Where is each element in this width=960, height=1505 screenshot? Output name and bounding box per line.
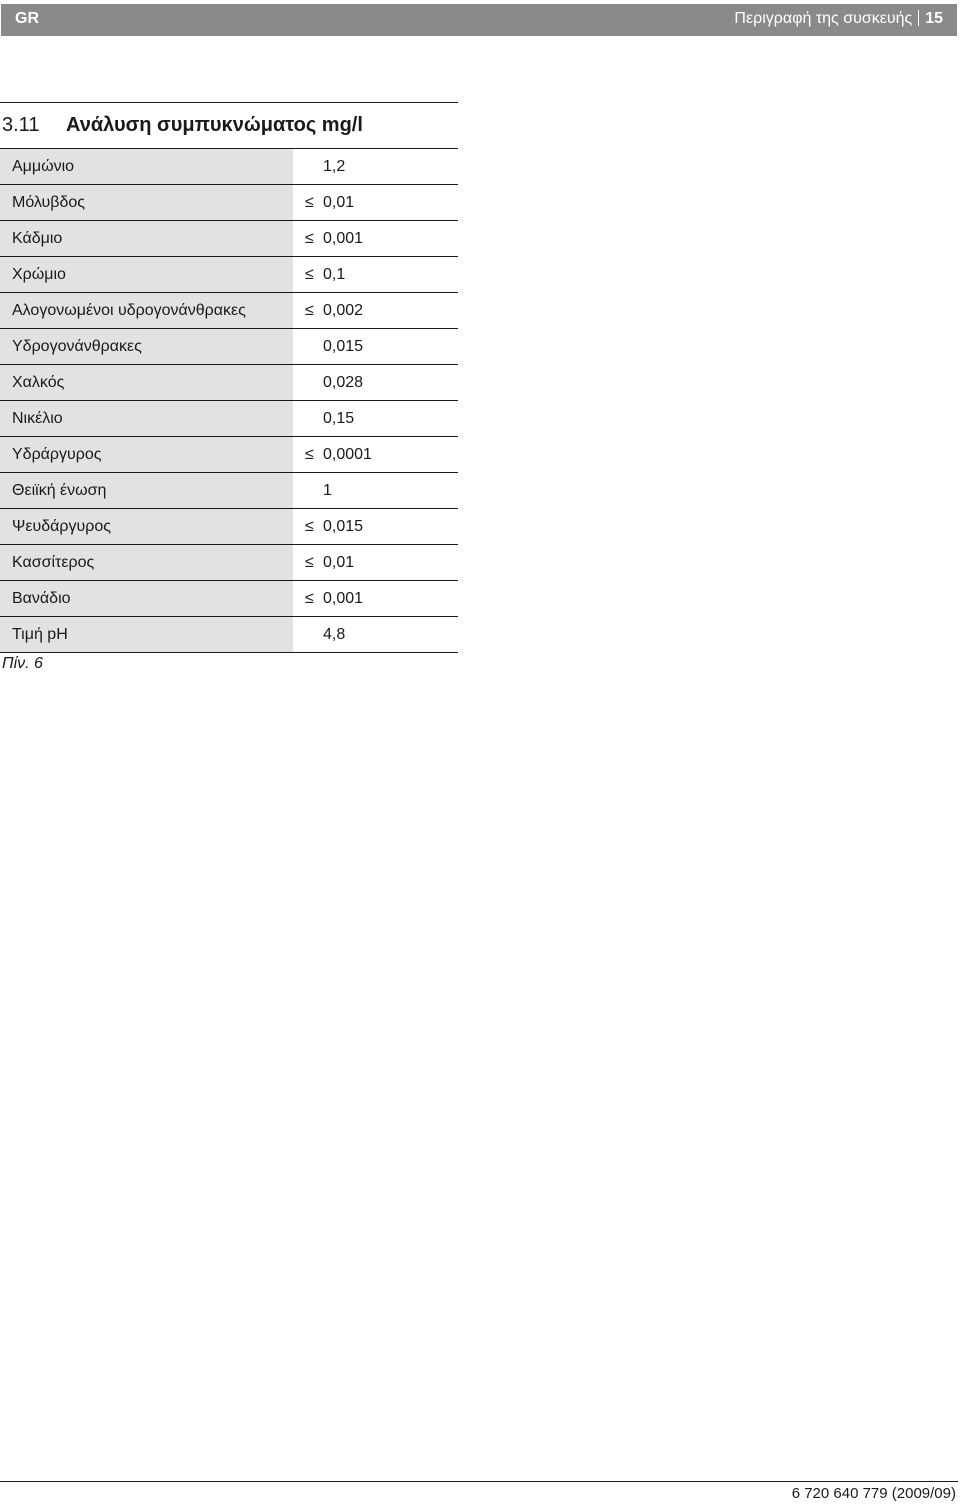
less-or-equal-symbol: ≤ [305,302,314,319]
row-value-cell [293,617,458,652]
row-value-cell [293,581,458,616]
row-label: Υδράργυρος [0,437,293,472]
row-label: Ψευδάργυρος [0,509,293,544]
row-value-cell [293,293,458,328]
footer-divider [0,1481,958,1482]
row-value: 0,0001 [323,446,372,463]
table-row [0,329,458,365]
concentrate-table [0,148,458,653]
table-caption: Πίν. 6 [2,655,43,672]
row-value-cell [293,401,458,436]
section-number: 3.11 [2,114,40,136]
row-value-cell [293,221,458,256]
less-or-equal-symbol: ≤ [305,554,314,571]
table-row [0,401,458,437]
row-value-cell [293,149,458,184]
table-row [0,185,458,221]
row-value: 0,1 [323,266,346,283]
section-name: Περιγραφή της συσκευής [734,10,913,27]
row-value-cell [293,185,458,220]
row-value: 1 [323,482,332,499]
less-or-equal-symbol: ≤ [305,446,314,463]
document-code: 6 720 640 779 (2009/09) [791,1485,956,1502]
row-value-cell [293,257,458,292]
row-label: Τιμή pH [0,617,293,652]
header-right [734,10,943,28]
row-value-cell [293,473,458,508]
row-label: Υδρογονάνθρακες [0,329,293,364]
concentrate-analysis-section [0,102,458,673]
row-label: Μόλυβδος [0,185,293,220]
table-row [0,545,458,581]
row-label: Κασσίτερος [0,545,293,580]
table-row [0,437,458,473]
row-label: Αμμώνιο [0,149,293,184]
less-or-equal-symbol: ≤ [305,518,314,535]
row-label: Κάδμιο [0,221,293,256]
table-row [0,365,458,401]
row-value: 0,001 [323,230,364,247]
row-value: 1,2 [323,158,346,175]
table-row [0,581,458,617]
less-or-equal-symbol: ≤ [305,266,314,283]
header-separator [918,10,919,26]
section-title-text: Ανάλυση συμπυκνώματος mg/l [66,114,363,136]
row-value: 0,015 [323,518,364,535]
row-value-cell [293,545,458,580]
page-header [1,4,957,36]
row-label: Βανάδιο [0,581,293,616]
row-value: 0,015 [323,338,364,355]
table-row [0,293,458,329]
row-label: Αλογονωμένοι υδρογονάνθρακες [0,293,293,328]
row-value-cell [293,365,458,400]
row-label: Νικέλιο [0,401,293,436]
row-value-cell [293,509,458,544]
table-row [0,617,458,653]
row-value-cell [293,329,458,364]
less-or-equal-symbol: ≤ [305,590,314,607]
row-value: 0,001 [323,590,364,607]
row-label: Χαλκός [0,365,293,400]
row-value: 0,002 [323,302,364,319]
table-row [0,221,458,257]
table-row [0,509,458,545]
row-value: 4,8 [323,626,346,643]
row-value-cell [293,437,458,472]
section-title [0,102,458,148]
row-value: 0,01 [323,194,355,211]
table-row [0,473,458,509]
less-or-equal-symbol: ≤ [305,230,314,247]
less-or-equal-symbol: ≤ [305,194,314,211]
language-code: GR [15,10,39,27]
table-row [0,149,458,185]
row-value: 0,028 [323,374,364,391]
table-row [0,257,458,293]
page-number: 15 [925,10,943,27]
row-value: 0,01 [323,554,355,571]
row-label: Θειϊκή ένωση [0,473,293,508]
row-label: Χρώμιο [0,257,293,292]
row-value: 0,15 [323,410,355,427]
